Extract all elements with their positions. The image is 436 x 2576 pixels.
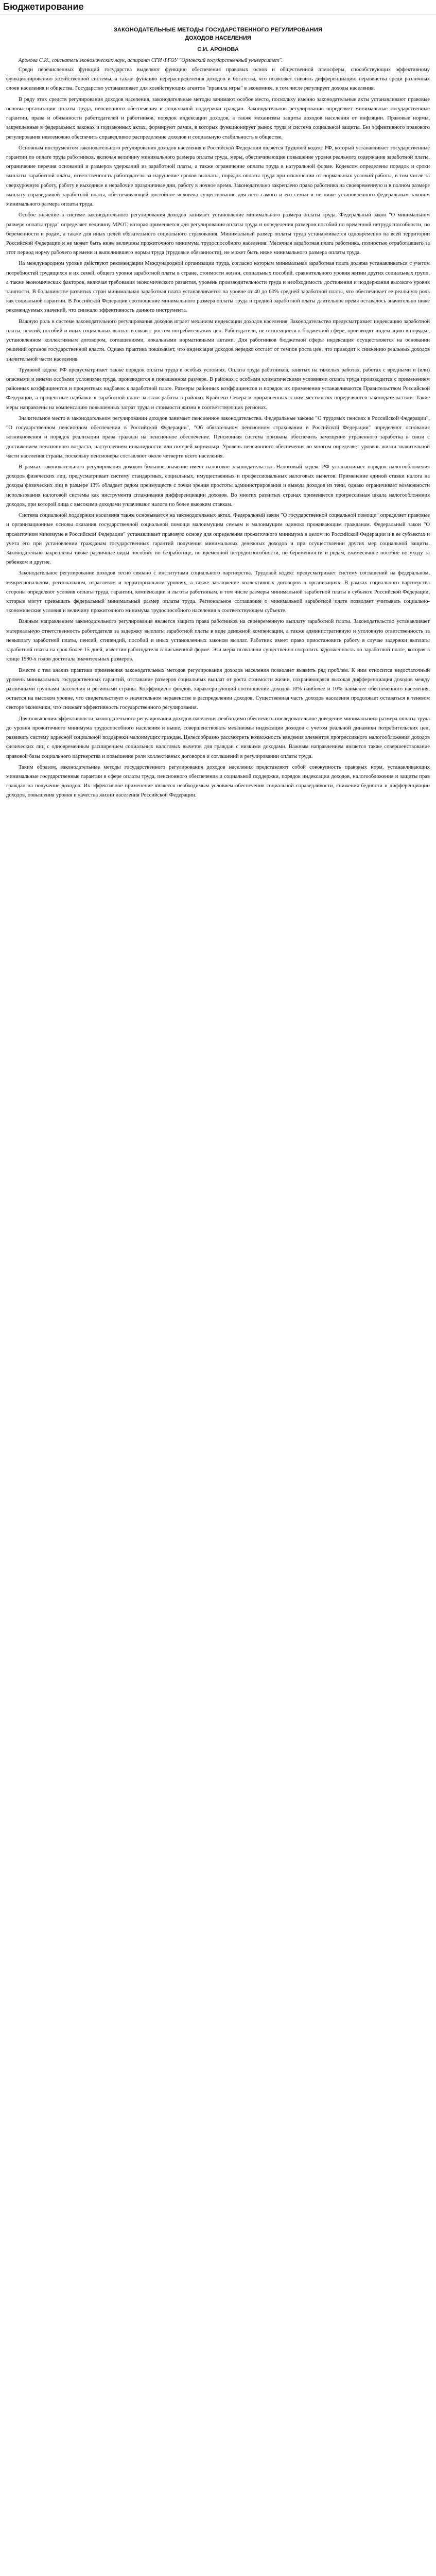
article-paragraph: Особое значение в системе законодательного регулирования доходов занимает установление минимального размера оплаты труда. Федеральный закон "О минимальном размере оплаты труда" определяет величину МРОТ, которая применяется для регулирования оплаты труда и определения размеров пособий по временной нетрудоспособности, по беременности и родам, а также для иных целей обязательного социального страхования. Минимальный размер оплаты труда устанавливается одновременно на всей территории Российской Федерации и не может быть ниже величины прожиточного минимума трудоспособного населения. Месячная заработная плата работника, полностью отработавшего за этот период норму рабочего времени и выполнившего нормы труда (трудовые обязанности), не может быть ниже минимального размера оплаты труда.	[6, 212, 430, 256]
page	[0, 0, 436, 823]
article	[0, 14, 436, 823]
article-paragraph: Для повышения эффективности законодательного регулирования доходов населения необходимо обеспечить последовательное доведение минимального размера оплаты труда до уровня прожиточного минимума трудоспособного населения и выше, совершенствовать механизмы индексации доходов с учетом реальной динамики потребительских цен, развивать систему адресной социальной поддержки малоимущих граждан. Целесообразно рассмотреть возможность введения элементов прогрессивного налогообложения доходов физических лиц с одновременным расширением социальных налоговых вычетов для граждан с низкими доходами. Важным направлением является также совершенствование правовой базы социального партнерства и повышение роли коллективных договоров и соглашений в регулировании оплаты труда.	[6, 716, 430, 759]
article-paragraph: Вместе с тем анализ практики применения законодательных методов регулирования доходов населения позволяет выявить ряд проблем. К ним относится недостаточный уровень минимальных государственных гарантий, отставание размеров социальных выплат от роста стоимости жизни, сохраняющаяся высокая дифференциация доходов между различными группами населения и регионами страны. Коэффициент фондов, характеризующий соотношение доходов 10% наиболее и 10% наименее обеспеченного населения, остается на высоком уровне, что свидетельствует о значительном неравенстве в распределении доходов. Существенная часть доходов населения продолжает оставаться в теневом секторе экономики, что снижает эффективность государственного регулирования.	[6, 667, 430, 711]
article-paragraph: На международном уровне действуют рекомендации Международной организации труда, согласно которым минимальная заработная плата должна устанавливаться с учетом потребностей трудящихся и их семей, общего уровня заработной платы в стране, стоимости жизни, социальных пособий, сравнительного уровня жизни других социальных групп, а также экономических факторов, включая требования экономического развития, уровень производительности труда и необходимость достижения и поддержания высокого уровня занятости. В большинстве развитых стран минимальная заработная плата устанавливается на уровне от 40 до 60% средней заработной платы, что обеспечивает ее реальную роль как социальной гарантии. В Российской Федерации соотношение минимального размера оплаты труда и средней заработной платы длительное время оставалось значительно ниже рекомендуемых значений, что снижало эффективность данного инструмента.	[6, 261, 430, 314]
article-title: ЗАКОНОДАТЕЛЬНЫЕ МЕТОДЫ ГОСУДАРСТВЕННОГО РЕГУЛИРОВАНИЯ	[113, 27, 323, 33]
article-body	[6, 65, 430, 801]
article-paragraph: Важным направлением законодательного регулирования является защита права работников на своевременную выплату заработной платы. Законодательство устанавливает материальную ответственность работодателя за задержку выплаты заработной платы в виде денежной компенсации, а также административную и уголовную ответственность за невыплату заработной платы, пенсий, стипендий, пособий и иных установленных законом выплат. Работник имеет право приостановить работу в случае задержки выплаты заработной платы на срок более 15 дней, известив работодателя в письменной форме. Эти меры позволили существенно сократить задолженность по заработной плате, которая в конце 1990-х годов достигала значительных размеров.	[6, 619, 430, 663]
article-paragraph: Среди перечисленных функций государства выделяют функцию обеспечения правовых основ и общественной атмосферы, способствующих эффективному функционированию хозяйственной системы, а также функцию перераспределения доходов и богатства, что позволяет снизить дифференциацию неравенства среди различных слоев населения и общества. Государство устанавливает для хозяйствующих агентов "правила игры" в экономике, в том числе регулирует доходы населения.	[6, 67, 430, 92]
article-paragraph: Значительное место в законодательном регулировании доходов занимает пенсионное законодательство. Федеральные законы "О трудовых пенсиях в Российской Федерации", "О государственном пенсионном обеспечении в Российской Федерации", "Об обязательном пенсионном страховании в Российской Федерации" определяют основания возникновения и порядок реализации права граждан на пенсионное обеспечение. Пенсионная система призвана обеспечить замещение утраченного заработка в связи с достижением пенсионного возраста, наступлением инвалидности или потерей кормильца. Уровень пенсионного обеспечения во многом определяет уровень жизни значительной части населения страны, поскольку пенсионеры составляют около четверти всего населения.	[6, 415, 430, 459]
author-affiliation: Аронова С.И., соискатель экономических наук, аспирант СГИ ФГОУ "Орловский государственный университет".	[19, 58, 283, 63]
article-paragraph: Важную роль в системе законодательного регулирования доходов играет механизм индексации доходов населения. Законодательство предусматривает индексацию заработной платы, пенсий, пособий и иных социальных выплат в связи с ростом потребительских цен. Работодатели, не относящиеся к бюджетной сфере, производят индексацию в порядке, установленном коллективным договором, соглашениями, локальными нормативными актами. Для работников бюджетной сферы индексация осуществляется на основании решений органов государственной власти. Однако практика показывает, что индексация доходов нередко отстает от темпов роста цен, что приводит к снижению реальных доходов значительной части населения.	[6, 318, 430, 362]
article-paragraph: Основным инструментом законодательного регулирования доходов населения в Российской Федерации является Трудовой кодекс РФ, который устанавливает государственные гарантии по оплате труда работников, включая величину минимального размера оплаты труда, меры, обеспечивающие повышение уровня реального содержания заработной платы, ограничение перечня оснований и размеров удержаний из заработной платы, а также ограничение оплаты труда в натуральной форме. Кодексом определены порядок и сроки выплаты заработной платы, ответственность работодателя за нарушение сроков выплаты, порядок оплаты труда при отклонении от нормальных условий работы, в том числе за сверхурочную работу, работу в выходные и нерабочие праздничные дни, работу в ночное время. Законодательно закреплено право работника на своевременную и в полном размере выплату справедливой заработной платы, обеспечивающей достойное человека существование для него самого и его семьи и не ниже установленного федеральным законом минимального размера оплаты труда.	[6, 145, 430, 208]
article-paragraph: В рамках законодательного регулирования доходов большое значение имеет налоговое законодательство. Налоговый кодекс РФ устанавливает порядок налогообложения доходов физических лиц, предусматривает систему стандартных, социальных, имущественных и профессиональных налоговых вычетов. Применение единой ставки налога на доходы физических лиц в размере 13% обладает рядом преимуществ с точки зрения простоты администрирования и вывода доходов из тени, однако ограничивает возможности использования налоговой системы как инструмента сглаживания дифференциации доходов. Во многих развитых странах применяется прогрессивная шкала налогообложения доходов, при которой лица с высокими доходами уплачивают налоги по более высоким ставкам.	[6, 464, 430, 507]
article-author: С.И. АРОНОВА	[197, 46, 239, 53]
site-title[interactable]: Бюджетирование	[3, 2, 84, 12]
article-paragraph: В ряду этих средств регулирования доходов населения, законодательные методы занимают особое место, поскольку именно законодательные акты устанавливают правовые основы организации оплаты труда, пенсионного обеспечения и социальной поддержки граждан. Законодательное регулирование определяет минимальные государственные гарантии, права и обязанности работодателей и работников, порядок индексации доходов, а также механизмы защиты доходов населения от инфляции. Правовые нормы, закрепленные в федеральных законах и подзаконных актах, формируют рамки, в которых функционирует рынок труда и система социальной защиты. Без эффективного правового регулирования невозможно обеспечить справедливое распределение доходов и социальную стабильность в обществе.	[6, 96, 430, 140]
article-subtitle: ДОХОДОВ НАСЕЛЕНИЯ	[185, 35, 251, 41]
article-paragraph: Законодательное регулирование доходов тесно связано с институтами социального партнерства. Трудовой кодекс предусматривает систему соглашений на федеральном, межрегиональном, региональном, отраслевом и территориальном уровнях, а также заключение коллективных договоров в организациях. В рамках социального партнерства стороны определяют условия оплаты труда, гарантии, компенсации и льготы работникам, в том числе размеры минимальной заработной платы в субъекте Российской Федерации, которые могут превышать федеральный минимальный размер оплаты труда. Региональное соглашение о минимальной заработной плате позволяет учитывать социально-экономические условия и величину прожиточного минимума трудоспособного населения в соответствующем субъекте.	[6, 570, 430, 614]
article-paragraph: Таким образом, законодательные методы государственного регулирования доходов населения представляют собой совокупность правовых норм, устанавливающих минимальные государственные гарантии в сфере оплаты труда, пенсионного обеспечения и социальной поддержки, порядок индексации доходов, налогообложения и защиты прав граждан на получение доходов. Их эффективное применение является необходимым условием обеспечения социальной справедливости, снижения бедности и дифференциации доходов, повышения уровня и качества жизни населения Российской Федерации.	[6, 764, 430, 799]
article-paragraph: Система социальной поддержки населения также основывается на законодательных актах. Федеральный закон "О государственной социальной помощи" определяет правовые и организационные основы оказания государственной социальной помощи малоимущим семьям и малоимущим одиноко проживающим гражданам. Федеральный закон "О прожиточном минимуме в Российской Федерации" устанавливает правовую основу для определения прожиточного минимума в целом по Российской Федерации и в ее субъектах и учета его при установлении гражданам государственных гарантий получения минимальных денежных доходов и при осуществлении других мер социальной защиты. Законодательно закреплены также различные виды пособий: по безработице, по временной нетрудоспособности, по беременности и родам, ежемесячное пособие по уходу за ребенком и другие.	[6, 513, 430, 566]
site-header	[0, 0, 436, 14]
article-paragraph: Трудовой кодекс РФ предусматривает также порядок оплаты труда в особых условиях. Оплата труда работников, занятых на тяжелых работах, работах с вредными и (или) опасными и иными особыми условиями труда, производится в повышенном размере. В районах с особыми климатическими условиями оплата труда производится с применением районных коэффициентов и процентных надбавок к заработной плате. Размеры районных коэффициентов и порядок их применения устанавливаются Правительством Российской Федерации, а процентные надбавки к заработной плате за стаж работы в районах Крайнего Севера и приравненных к ним местностях определяются законодательством. Такие меры направлены на компенсацию повышенных затрат труда и стоимости жизни в соответствующих регионах.	[6, 367, 430, 411]
